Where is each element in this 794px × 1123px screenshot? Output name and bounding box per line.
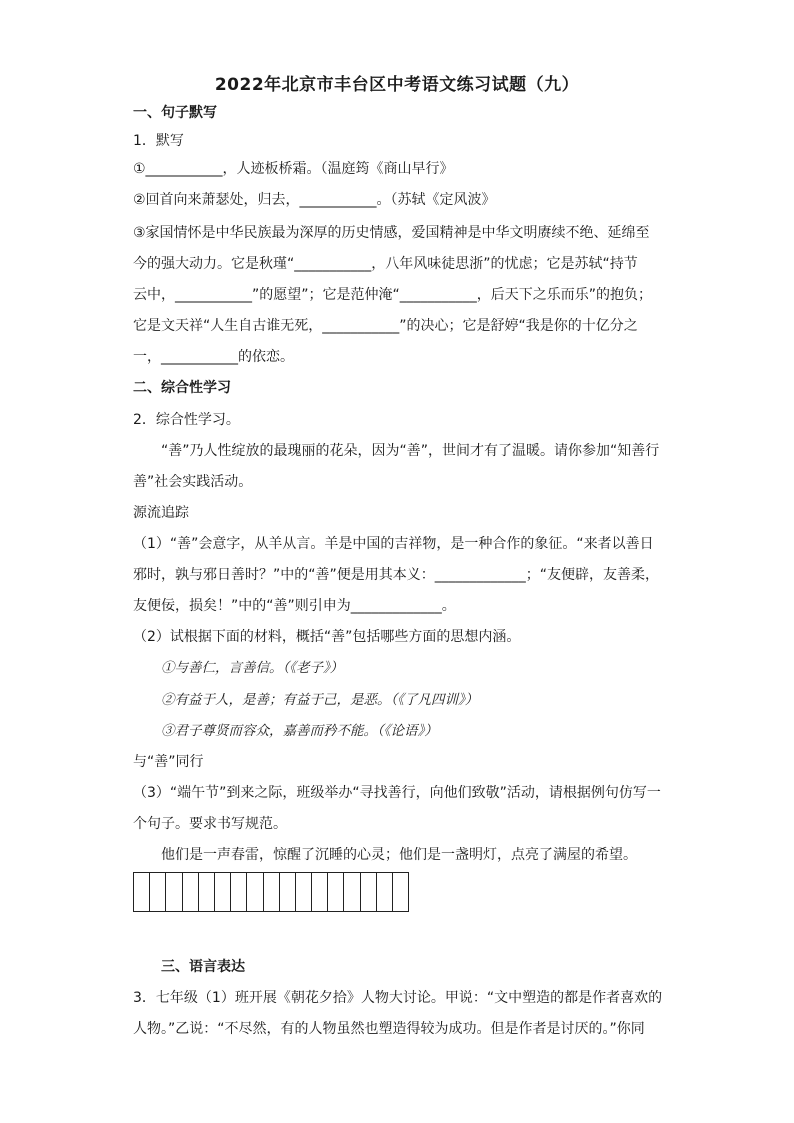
section-heading-3: 三、语言表达 — [161, 959, 245, 975]
answer-cell[interactable] — [183, 872, 199, 912]
material-1: ①与善仁，言善信。（《老子》） — [161, 660, 344, 676]
question-2-label: 2．综合性学习。 — [133, 412, 240, 428]
q1-line-5: 云中，___________”的愿望”；它是范仲淹“___________，后天下之乐而乐”的抱负； — [133, 287, 653, 303]
answer-cell[interactable] — [296, 872, 312, 912]
example-sentence: 他们是一声春雷，惊醒了沉睡的心灵；他们是一盏明灯，点亮了满屋的希望。 — [161, 847, 637, 863]
answer-cell[interactable] — [361, 872, 377, 912]
q1-line-7: 一，___________的依恋。 — [133, 349, 294, 365]
section-heading-2: 二、综合性学习 — [133, 380, 231, 396]
q1-line-1: ①___________，人迹板桥霜。（温庭筠《商山早行》 — [133, 161, 454, 177]
material-2: ②有益于人，是善；有益于己，是恶。（《了凡四训》） — [161, 692, 479, 708]
answer-cell[interactable] — [280, 872, 296, 912]
q3-line-1: 3．七年级（1）班开展《朝花夕拾》人物大讨论。甲说：“文中塑造的都是作者喜欢的 — [133, 990, 663, 1006]
answer-cell[interactable] — [312, 872, 328, 912]
section-heading-1: 一、句子默写 — [133, 105, 217, 121]
part-a-title: 源流追踪 — [133, 505, 189, 521]
answer-grid[interactable] — [133, 872, 409, 912]
page-title: 2022年北京市丰台区中考语文练习试题（九） — [214, 75, 580, 95]
q1-line-3: ③家国情怀是中华民族最为深厚的历史情感，爱国精神是中华文明赓续不绝、延绵至 — [133, 225, 650, 241]
q2-p1-line-3: 友便佞，损矣！”中的“善”则引申为_____________。 — [133, 598, 456, 614]
q2-p3-line-1: （3）“端午节”到来之际，班级举办“寻找善行，向他们致敬”活动，请根据例句仿写一 — [133, 785, 661, 801]
answer-cell[interactable] — [166, 872, 182, 912]
q1-line-6: 它是文天祥“人生自古谁无死，___________”的决心；它是舒婷“我是你的十亿分之 — [133, 318, 638, 334]
answer-cell[interactable] — [328, 872, 344, 912]
answer-cell[interactable] — [199, 872, 215, 912]
q2-intro-2: 善”社会实践活动。 — [133, 474, 253, 490]
material-3: ③君子尊贤而容众，嘉善而矜不能。（《论语》） — [161, 723, 438, 739]
q2-p2: （2）试根据下面的材料，概括“善”包括哪些方面的思想内涵。 — [133, 629, 521, 645]
answer-cell[interactable] — [231, 872, 247, 912]
question-1-label: 1．默写 — [133, 133, 184, 149]
q1-line-4: 今的强大动力。它是秋瑾“___________，八年风味徒思浙”的忧虑；它是苏轼“持节 — [133, 256, 638, 272]
part-b-title: 与“善”同行 — [133, 754, 204, 770]
answer-cell[interactable] — [247, 872, 263, 912]
q2-intro-1: “善”乃人性绽放的最瑰丽的花朵，因为“善”，世间才有了温暖。请你参加“知善行 — [161, 443, 660, 459]
q2-p3-line-2: 个句子。要求书写规范。 — [133, 816, 287, 832]
answer-cell[interactable] — [344, 872, 360, 912]
answer-cell[interactable] — [215, 872, 231, 912]
q2-p1-line-1: （1）“善”会意字，从羊从言。羊是中国的吉祥物，是一种合作的象征。“来者以善日 — [133, 536, 654, 552]
answer-cell[interactable] — [377, 872, 393, 912]
q1-line-2: ②回首向来萧瑟处，归去，___________。（苏轼《定风波》 — [133, 192, 496, 208]
answer-cell[interactable] — [150, 872, 166, 912]
answer-cell[interactable] — [264, 872, 280, 912]
answer-cell[interactable] — [134, 872, 150, 912]
answer-cell[interactable] — [393, 872, 409, 912]
q3-line-2: 人物。”乙说：“不尽然，有的人物虽然也塑造得较为成功。但是作者是讨厌的。”你同 — [133, 1021, 645, 1037]
q2-p1-line-2: 邪时，孰与邪日善时？”中的“善”便是用其本义：_____________；“友便辟，友善柔， — [133, 567, 660, 583]
